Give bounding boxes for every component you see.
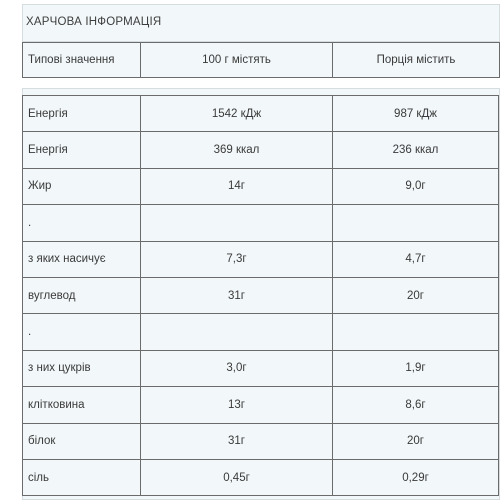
nutrient-name: . xyxy=(23,314,141,350)
value-per-portion: 1,9г xyxy=(333,350,499,386)
value-per-100g: 7,3г xyxy=(141,241,333,277)
value-per-portion: 236 ккал xyxy=(333,132,499,168)
nutrition-table xyxy=(22,95,499,496)
column-header-portion: Порція містить xyxy=(376,54,456,66)
value-per-100g xyxy=(141,205,333,241)
table-row xyxy=(23,387,499,423)
table-row xyxy=(23,314,499,350)
value-per-100g: 31г xyxy=(141,277,333,313)
table-row xyxy=(23,96,499,132)
nutrition-title: ХАРЧОВА ІНФОРМАЦІЯ xyxy=(26,16,162,28)
value-per-portion: 9,0г xyxy=(333,168,499,204)
value-per-100g xyxy=(141,314,333,350)
value-per-100g: 369 ккал xyxy=(141,132,333,168)
nutrient-name: білок xyxy=(23,423,141,459)
column-header-row xyxy=(22,42,500,78)
value-per-portion: 20г xyxy=(333,423,499,459)
nutrient-name: Енергія xyxy=(23,96,141,132)
table-row xyxy=(23,277,499,313)
table-row xyxy=(23,241,499,277)
nutrient-name: клітковина xyxy=(23,387,141,423)
value-per-100g: 14г xyxy=(141,168,333,204)
value-per-portion: 0,29г xyxy=(333,459,499,495)
table-row xyxy=(23,459,499,495)
value-per-portion xyxy=(333,314,499,350)
value-per-portion: 4,7г xyxy=(333,241,499,277)
nutrition-table-container xyxy=(22,88,500,500)
value-per-100g: 13г xyxy=(141,387,333,423)
table-row xyxy=(23,205,499,241)
value-per-portion: 20г xyxy=(333,277,499,313)
value-per-portion: 8,6г xyxy=(333,387,499,423)
nutrient-name: Жир xyxy=(23,168,141,204)
table-row xyxy=(23,423,499,459)
value-per-100g: 1542 кДж xyxy=(141,96,333,132)
value-per-portion xyxy=(333,205,499,241)
column-header-per100: 100 г містять xyxy=(141,43,333,77)
table-row xyxy=(23,132,499,168)
nutrient-name: Енергія xyxy=(23,132,141,168)
value-per-portion: 987 кДж xyxy=(333,96,499,132)
value-per-100g: 31г xyxy=(141,423,333,459)
nutrient-name: . xyxy=(23,205,141,241)
nutrient-name: з них цукрів xyxy=(23,350,141,386)
nutrient-name: вуглевод xyxy=(23,277,141,313)
table-row xyxy=(23,168,499,204)
table-row xyxy=(23,350,499,386)
nutrient-name: з яких насичує xyxy=(23,241,141,277)
column-header-typical: Типові значення xyxy=(23,43,141,77)
nutrient-name: сіль xyxy=(23,459,141,495)
value-per-100g: 3,0г xyxy=(141,350,333,386)
value-per-100g: 0,45г xyxy=(141,459,333,495)
